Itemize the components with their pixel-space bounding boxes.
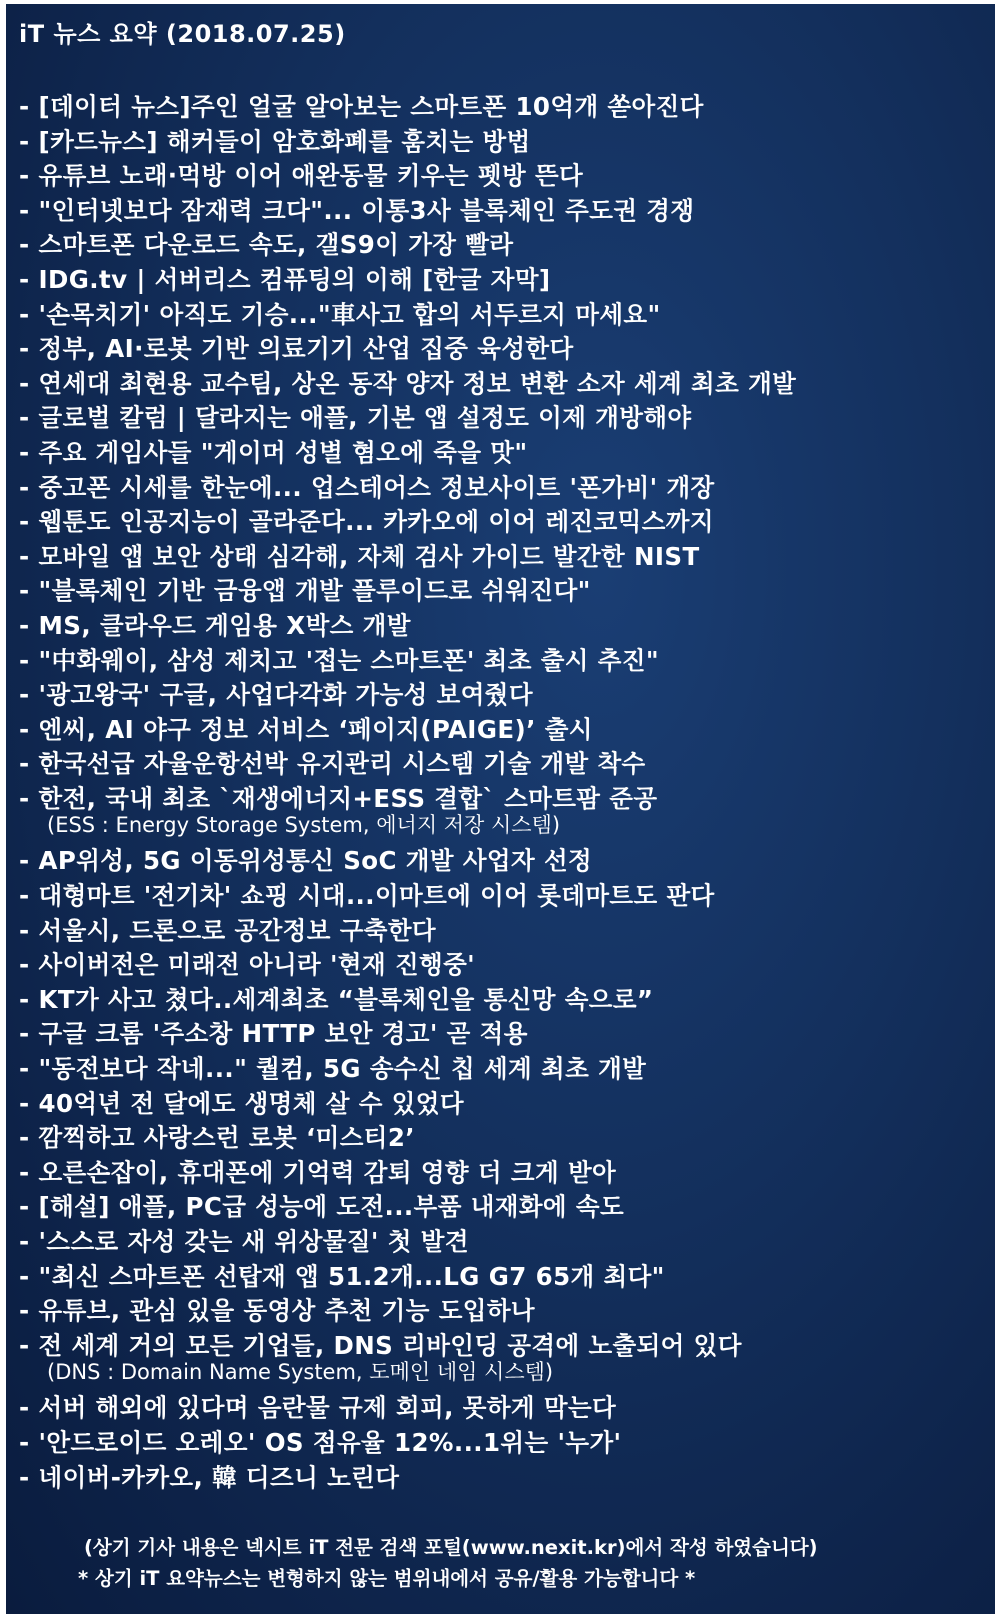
news-item: - '안드로이드 오레오' OS 점유율 12%...1위는 '누가' <box>19 1427 622 1457</box>
news-item-note: (ESS : Energy Storage System, 에너지 저장 시스템) <box>47 813 561 838</box>
news-item: - 주요 게임사들 "게이머 성별 혐오에 죽을 맛" <box>19 437 528 467</box>
news-item: - 모바일 앱 보안 상태 심각해, 자체 검사 가이드 발간한 NIST <box>19 541 700 571</box>
news-item: - KT가 사고 쳤다..세계최초 “블록체인을 통신망 속으로” <box>19 984 654 1014</box>
news-item: - 깜찍하고 사랑스런 로봇 ‘미스티2’ <box>19 1123 416 1153</box>
news-item: - 한전, 국내 최초 `재생에너지+ESS 결합` 스마트팜 준공 <box>19 783 658 813</box>
news-item: - 정부, AI·로봇 기반 의료기기 산업 집중 육성한다 <box>19 334 574 364</box>
news-item: - 40억년 전 달에도 생명체 살 수 있었다 <box>19 1088 464 1118</box>
news-item: - "블록체인 기반 금융앱 개발 플루이드로 쉬워진다" <box>19 576 591 606</box>
news-list <box>19 90 796 1495</box>
news-item: - 한국선급 자율운항선박 유지관리 시스템 기술 개발 착수 <box>19 749 646 779</box>
news-item: - "中화웨이, 삼성 제치고 '접는 스마트폰' 최초 출시 추진" <box>19 645 660 675</box>
news-item: - [카드뉴스] 해커들이 암호화폐를 훔치는 방법 <box>19 126 531 156</box>
news-item: - AP위성, 5G 이동위성통신 SoC 개발 사업자 선정 <box>19 846 593 876</box>
news-item: - 유튜브, 관심 있을 동영상 추천 기능 도입하나 <box>19 1296 535 1326</box>
news-item: - 서울시, 드론으로 공간정보 구축한다 <box>19 915 436 945</box>
news-item: - MS, 클라우드 게임용 X박스 개발 <box>19 610 411 640</box>
news-item: - '스스로 자성 갖는 새 위상물질' 첫 발견 <box>19 1227 469 1256</box>
news-item: - 대형마트 '전기차' 쇼핑 시대...이마트에 이어 롯데마트도 판다 <box>19 881 715 911</box>
footer-source-note: (상기 기사 내용은 넥시트 iT 전문 검색 포털(www.nexit.kr)에서 작성 하였습니다) <box>84 1536 818 1559</box>
news-item: - [해설] 애플, PC급 성능에 도전...부품 내재화에 속도 <box>19 1192 625 1222</box>
news-item: - 구글 크롬 '주소창 HTTP 보안 경고' 곧 적용 <box>19 1019 528 1049</box>
news-item: - 네이버-카카오, 韓 디즈니 노린다 <box>19 1462 400 1492</box>
news-item: - 오른손잡이, 휴대폰에 기억력 감퇴 영향 더 크게 받아 <box>19 1157 617 1187</box>
news-item: - [데이터 뉴스]주인 얼굴 알아보는 스마트폰 10억개 쏟아진다 <box>19 92 704 121</box>
news-item: - 유튜브 노래·먹방 이어 애완동물 키우는 펫방 뜬다 <box>19 161 584 191</box>
news-item: - "최신 스마트폰 선탑재 앱 51.2개...LG G7 65개 최다" <box>19 1261 665 1291</box>
news-item: - 연세대 최현용 교수팀, 상온 동작 양자 정보 변환 소자 세계 최초 개발 <box>19 368 797 398</box>
news-summary-panel <box>6 4 995 1614</box>
news-item-note: (DNS : Domain Name System, 도메인 네임 시스템) <box>47 1360 554 1385</box>
news-item: - 글로벌 칼럼 | 달라지는 애플, 기본 앱 설정도 이제 개방해야 <box>19 403 692 433</box>
page-title: iT 뉴스 요약 (2018.07.25) <box>19 20 346 48</box>
news-item: - "인터넷보다 잠재력 크다"... 이통3사 블록체인 주도권 경쟁 <box>19 195 695 225</box>
news-item: - '손목치기' 아직도 기승..."車사고 합의 서두르지 마세요" <box>19 299 661 329</box>
news-item: - 스마트폰 다운로드 속도, 갤S9이 가장 빨라 <box>19 230 514 260</box>
news-item: - 엔씨, AI 야구 정보 서비스 ‘페이지(PAIGE)’ 출시 <box>19 714 593 744</box>
news-item: - IDG.tv | 서버리스 컴퓨팅의 이해 [한글 자막] <box>19 264 551 294</box>
footer-share-note: * 상기 iT 요약뉴스는 변형하지 않는 범위내에서 공유/활용 가능합니다 * <box>78 1567 696 1590</box>
news-item: - '광고왕국' 구글, 사업다각화 가능성 보여줬다 <box>19 680 533 710</box>
news-item: - "동전보다 작네..." 퀄컴, 5G 송수신 칩 세계 최초 개발 <box>19 1054 647 1084</box>
news-item: - 중고폰 시세를 한눈에... 업스테어스 정보사이트 '폰가비' 개장 <box>19 472 715 502</box>
news-item: - 웹툰도 인공지능이 골라준다... 카카오에 이어 레진코믹스까지 <box>19 507 714 537</box>
news-item: - 사이버전은 미래전 아니라 '현재 진행중' <box>19 950 476 980</box>
news-item: - 전 세계 거의 모든 기업들, DNS 리바인딩 공격에 노출되어 있다 <box>19 1330 742 1360</box>
news-item: - 서버 해외에 있다며 음란물 규제 회피, 못하게 막는다 <box>19 1393 617 1423</box>
